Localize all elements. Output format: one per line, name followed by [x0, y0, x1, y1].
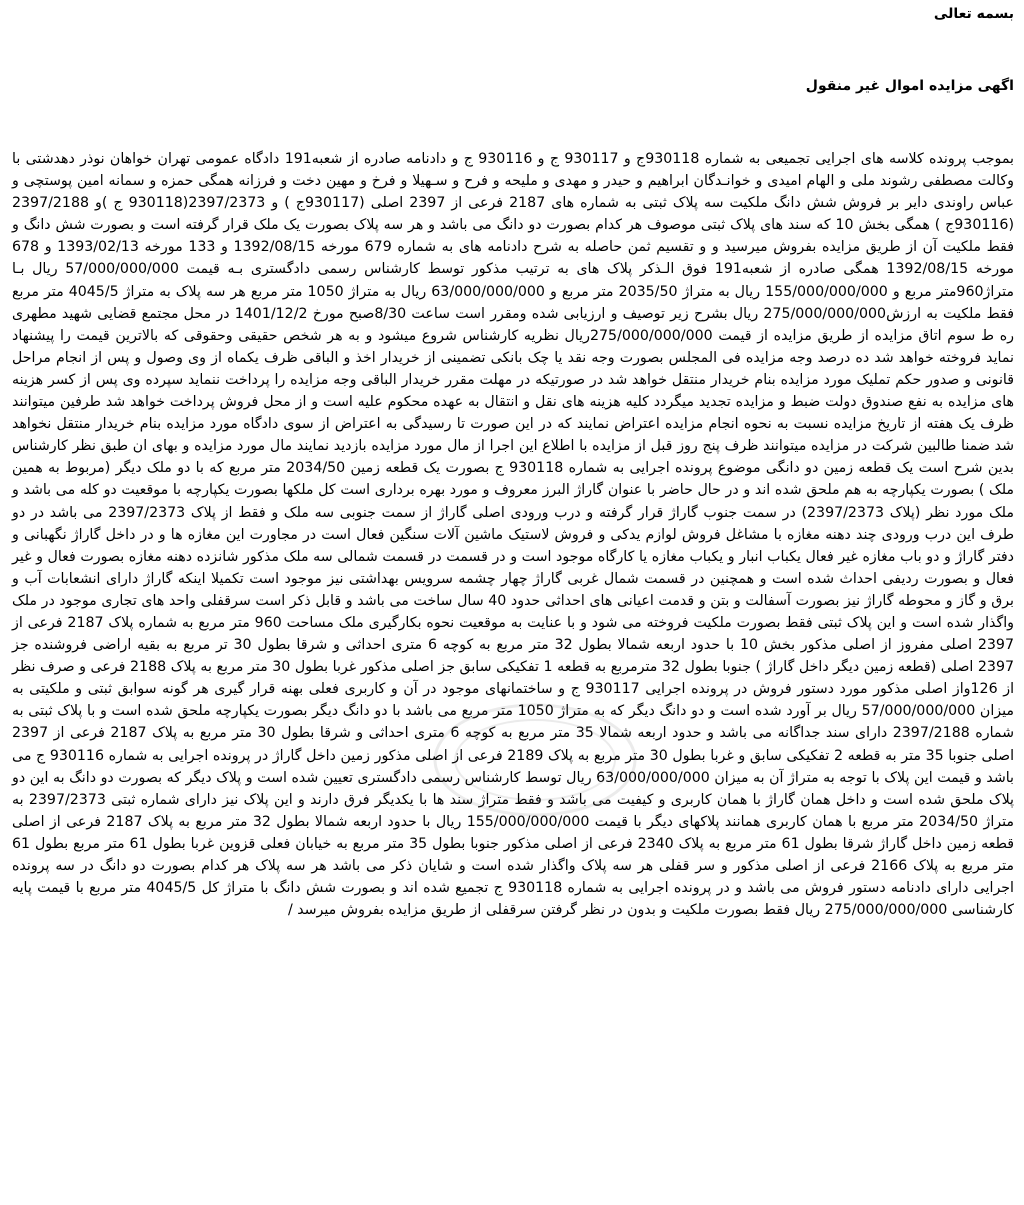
auction-notice-body: بموجب پرونده کلاسه های اجرایی تجمیعی به شماره 930118ج و 930117 ج و 930116 ج و دادنامه صادره از شعبه191 دادگاه عمومی تهران خواهان نوذر دهدشتی با وکالت مصطفی رشوند ملی و الهام امیدی و خوانـدگان ابراهیم و حیدر و مهدی و ملیحه و فرح و سـهیلا و فرخ و مهین دخت و فرزانه همگی حمزه و سمانه امین پوستچی و عباس راوندی دایر بر فروش شش دانگ ملکیت سه پلاک ثبتی به شماره های 2187 فرعی از 2397 اصلی (930117ج ) و 2397/2373(930118 ج )و 2397/2188 (930116ج ) همگی بخش 10 که سند های پلاک ثبتی موصوف هر کدام بصورت دو دانگ می باشد و هر سه پلاک بصورت یک ملک قرار گرفته است و بصورت شش دانگ و فقط ملکیت آن از طریق مزایده بفروش میرسید و و تقسیم ثمن حاصله به شرح دادنامه های به شماره 679 مورخه 1392/08/15 و 133 مورخه 1393/02/13 و 678 مورخه 1392/08/15 همگی صادره از شعبه191 فوق الـذکر پلاک های به ترتیب مذکور توسط کارشناس رسمی دادگستری بـه قیمت 57/000/000/000 ریال بـا متراژ960متر مربع و 155/000/000/000 ریال به متراژ 2035/50 متر مربع و 63/000/000/000 ریال به متراژ 1050 متر مربع هر سه پلاک به متراژ 4045/5 متر مربع فقط ملکیت به ارزش275/000/000/000 ریال بشرح زیر توصیف و ارزیابی شده ومقرر است ساعت 8/30صبح مورخ 1401/12/2 در محل مجتمع قضایی شهید مطهری ره ط سوم اتاق مزایده از طریق مزایده از قیمت 275/000/000/000ریال نظریه کارشناس شروع میشود و به هر شخص حقیقی وحقوقی که بالاترین قیمت را پیشنهاد نماید فروخته خواهد شد ده درصد وجه مزایده فی المجلس بصورت وجه نقد یا چک بانکی تضمینی از خریدار اخذ و الباقی ظرف یکماه از وی وصول و پس از انجام مراحل قانونی و صدور حکم تملیک مورد مزایده بنام خریدار منتقل خواهد شد در صورتیکه در مهلت مقرر خریدار الباقی وجه مزایده را پرداخت ننماید سپرده وی پس از کسر هزینه های مزایده به نفع صندوق دولت ضبط و مزایده تجدید میگردد کلیه هزینه های نقل و انتقال به عهده محکوم علیه است و از محل فروش پرداخت خواهد شد طرفین میتوانند ظرف یک هفته از تاریخ مزایده نسبت به نحوه انجام مزایده اعتراض نمایند که در این صورت تا رسیدگی به اعتراض از سوی دادگاه مورد مزایده بنام خریدار منتقل نخواهد شد ضمنا طالبین شرکت در مزایده میتوانند ظرف پنج روز قبل از مزایده با اطلاع این اجرا از مال مورد مزایده بازدید نمایند مال مورد مزایده و بهای ان طبق نظر کارشناس بدین شرح است یک قطعه زمین دو دانگی موضوع پرونده اجرایی به شماره 930118 ج بصورت یک قطعه زمین 2034/50 متر مربع که با دو ملک دیگر (مربوط به همین ملک ) بصورت یکپارچه به هم ملحق شده اند و در حال حاضر با عنوان گاراژ البرز معروف و مورد بهره برداری است کل ملکها بصورت یکپارچه با موقعیت دو کله می باشد و ملک مورد نظر (پلاک 2397/2373) در سمت جنوب گاراژ قرار گرفته و درب ورودی اصلی گاراژ از سمت جنوبی سه ملک و فقط از پلاک 2397/2373 می باشد در دو طرف این درب ورودی چند دهنه مغازه با مشاغل فروش لوازم یدکی و فروش لاستیک ماشین آلات سنگین فعال است در مجاورت این مغازه ها و در داخل گاراژ نگهبانی و دفتر گاراژ و دو باب مغازه غیر فعال یکباب انبار و یکباب مغازه یا کارگاه موجود است و در قسمت در قسمت شمالی سه ملک مذکور شانزده دهنه مغازه بصورت فعال و غیر فعال و بصورت ردیفی احداث شده است و همچنین در قسمت شمال غربی گاراژ چهار چشمه سرویس بهداشتی نیز موجود است تکمیلا اینکه گاراژ دارای انشعابات آب و برق و گاز و محوطه گاراژ نیز بصورت آسفالت و بتن و قدمت اعیانی های احداثی حدود 40 سال ساخت می باشد و قابل ذکر است سرقفلی واحد های تجاری موجود در ملک واگذار شده است و این پلاک ثبتی فقط بصورت ملکیت فروخته می شود و با عنایت به موقعیت نحوه بکارگیری ملک مساحت 960 متر مربع به شماره پلاک 2187 فرعی از 2397 اصلی مفروز از اصلی مذکور بخش 10 با حدود اربعه شمالا بطول 32 متر مربع به کوچه 6 متری احداثی و شرقا بطول 30 تر مربع به بقیه اراضی فروشنده جز 2397 اصلی (قطعه زمین دیگر داخل گاراژ ) جنوبا بطول 32 مترمربع به قطعه 1 تفکیکی سابق جز اصلی مذکور غربا بطول 30 متر مربع به پلاک 2188 فرعی و صرف نظر از 126واز اصلی مذکور مورد دستور فروش در پرونده اجرایی 930117 ج و ساختمانهای موجود در آن و کاربری فعلی بهنه قرار گیری هر گونه سوابق ثبتی و ملکیتی به میزان 57/000/000/000 ریال بر آورد شده است و دو دانگ دیگر که به متراژ 1050 متر مربع می باشد با دو دانگ دیگر بصورت یکپارچه ملحق شده است و با پلاک ثبتی به شماره 2397/2188 دارای سند جداگانه می باشد و حدود اربعه شمالا 35 متر مربع به کوچه 6 متری احداثی و شرقا بطول 30 متر مربع به پلاک 2187 فرعی از 2397 اصلی جنوبا 35 متر به قطعه 2 تفکیکی سابق و غربا بطول 30 متر مربع به پلاک 2189 فرعی از اصلی مذکور زمین داخل گاراژ در پرونده اجرایی به شماره 930116 ج می باشد و قیمت این پلاک با توجه به متراژ آن به میزان 63/000/000/000 ریال توسط کارشناس رسمی دادگستری تعیین شده است و پلاک دیگر که بصورت دو دانگ به این دو پلاک ملحق شده است و داخل همان گاراژ با همان کاربری و کیفیت می باشد و فقط متراژ سند ها با یکدیگر فرق دارند و این پلاک نیز دارای شماره ثبتی 2397/2373 به متراژ 2034/50 متر مربع با همان کاربری همانند پلاکهای دیگر با قیمت 155/000/000/000 ریال با حدود اربعه شمالا بطول 32 متر مربع به پلاک 2187 فرعی از اصلی قطعه زمین داخل گاراژ شرقا بطول 61 متر مربع به پلاک 2340 فرعی از اصلی مذکور جنوبا بطول 35 متر مربع به خیابان فعلی قزوین غربا بطول 61 متر مربع بطول 61 متر مربع به پلاک 2166 فرعی از اصلی مذکور و سر قفلی هر سه پلاک واگذار شده است و شایان ذکر می باشد هر سه پلاک هر کدام بصورت دو دانگ در سه پرونده اجرایی دارای دادنامه دستور فروش می باشد و در پرونده اجرایی به شماره 930118 ج تجمیع شده اند و بصورت شش دانگ با متراژ کل 4045/5 متر مربع با قیمت پایه کارشناسی 275/000/000/000 ریال فقط بصورت ملکیت و بدون در نظر گرفتن سرقفلی از طریق مزایده بفروش میرسد / — [12, 151, 1015, 919]
bismillah-heading: بسمه تعالی — [933, 6, 1014, 22]
page-title: اگهی مزایده اموال غیر منقول — [805, 78, 1014, 94]
